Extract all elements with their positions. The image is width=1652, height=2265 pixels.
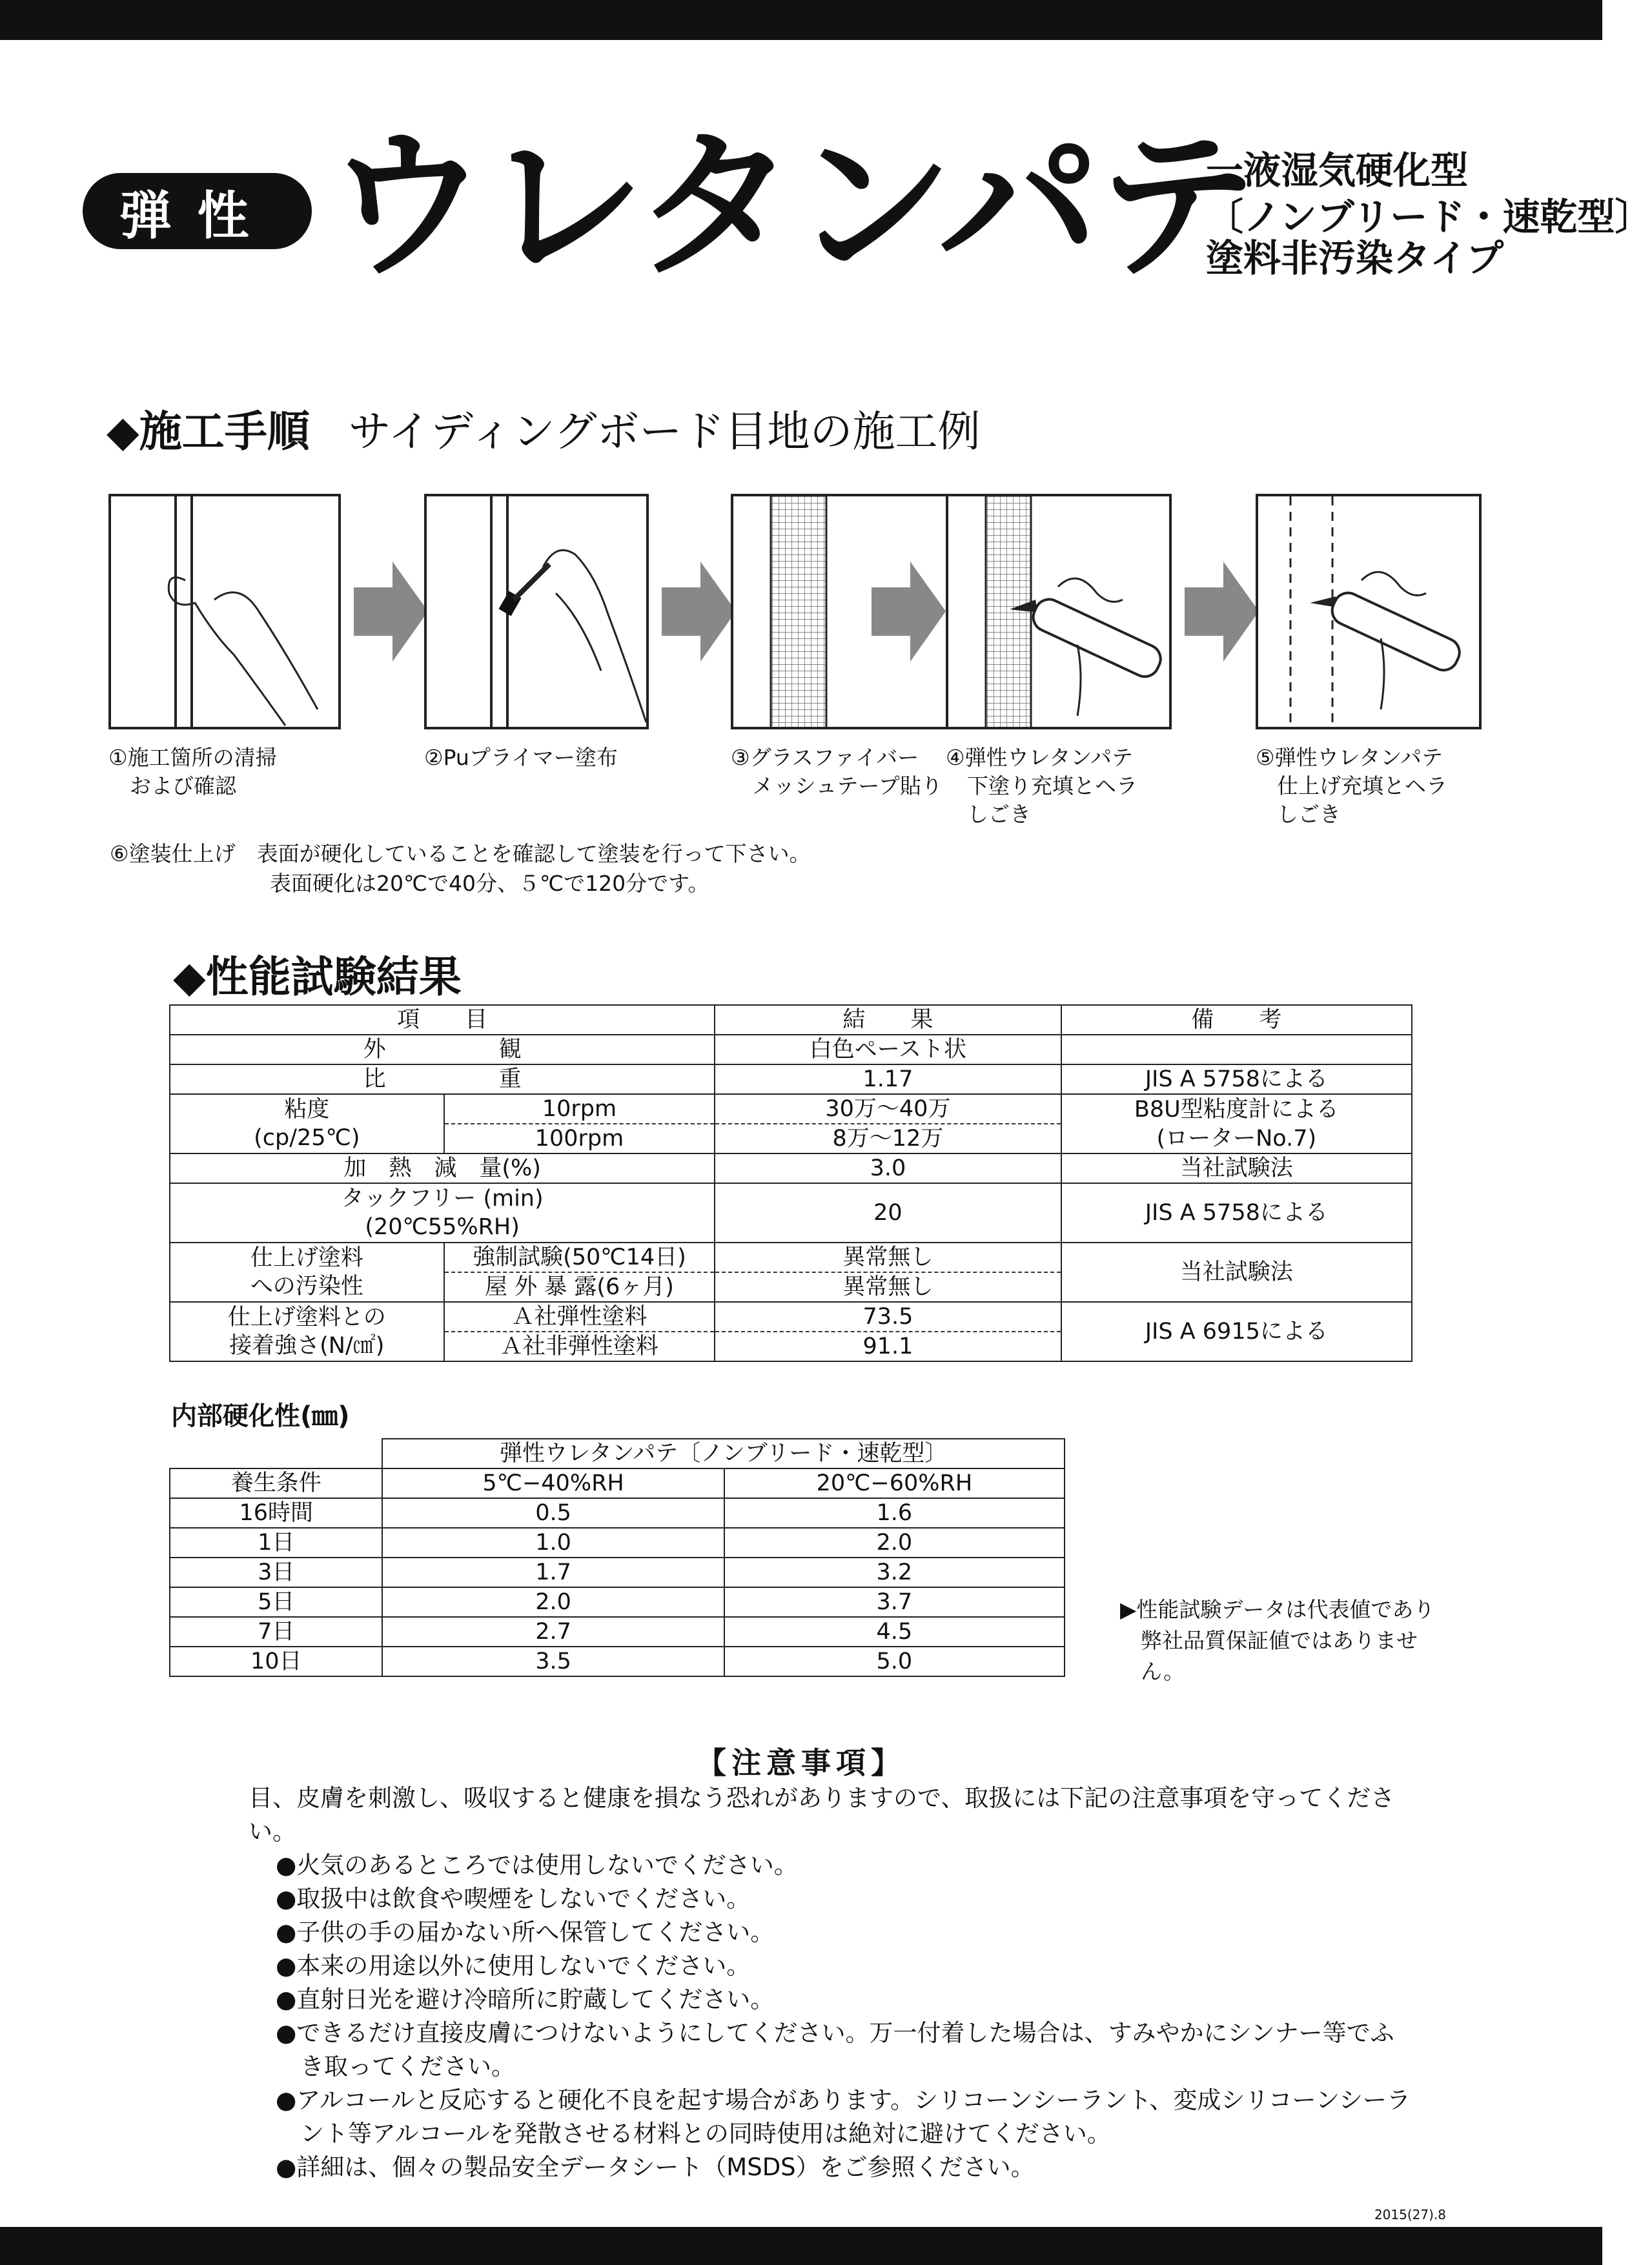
col-note: 備 考	[1061, 1005, 1412, 1035]
table-cell	[170, 1439, 382, 1468]
table-cell: 比 重	[170, 1064, 715, 1094]
table-cell: 1.7	[382, 1558, 724, 1587]
list-item: ●詳細は、個々の製品安全データシート（MSDS）をご参照ください。	[276, 2153, 1035, 2181]
step3-caption: ③グラスファイバー メッシュテープ貼り	[731, 745, 943, 798]
table-cell: 10rpm	[444, 1094, 715, 1124]
table-cell: 5℃−40%RH	[382, 1468, 724, 1498]
table-cell: 20	[715, 1183, 1061, 1243]
arrow-4	[1185, 562, 1259, 662]
table-cell: 2.7	[382, 1617, 724, 1647]
table-cell: 1.6	[724, 1498, 1065, 1528]
table-cell: タックフリー (min) (20℃55%RH)	[170, 1183, 715, 1243]
table-cell: 73.5	[715, 1302, 1061, 1332]
arrow-3	[872, 562, 946, 662]
table-cell: 0.5	[382, 1498, 724, 1528]
table-cell: JIS A 6915による	[1061, 1302, 1412, 1361]
bottom-border	[0, 2227, 1602, 2265]
table-row	[170, 1587, 1065, 1617]
subtitle-nonstain: 塗料非汚染タイプ	[1206, 236, 1504, 280]
table-row	[170, 1498, 1065, 1528]
table-cell: 20℃−60%RH	[724, 1468, 1065, 1498]
subtitle-nonbleed: 〔ノンブリード・速乾型〕	[1206, 195, 1652, 239]
table-cell: 8万〜12万	[715, 1124, 1061, 1153]
step4-caption: ④弾性ウレタンパテ 下塗り充填とヘラ しごき	[946, 745, 1137, 827]
table-cell: 仕上げ塗料との 接着強さ(N/㎠)	[170, 1302, 444, 1361]
table-cell: 5日	[170, 1587, 382, 1617]
table-cell: 10日	[170, 1647, 382, 1676]
list-item: ●子供の手の届かない所へ保管してください。	[276, 1918, 775, 1946]
step2-illustration	[424, 494, 649, 729]
col-item: 項 目	[170, 1005, 715, 1035]
table-cell: 2.0	[724, 1528, 1065, 1558]
hardening-table	[169, 1438, 1065, 1677]
list-item: ●取扱中は飲食や喫煙をしないでください。	[276, 1885, 751, 1913]
table-cell: 当社試験法	[1061, 1243, 1412, 1302]
table-cell: 加 熱 減 量(%)	[170, 1153, 715, 1183]
table-row	[170, 1617, 1065, 1647]
product-title: ウレタンパテ	[326, 112, 1254, 300]
caution-title: 【注意事項】	[697, 1745, 906, 1780]
table-cell: JIS A 5758による	[1061, 1183, 1412, 1243]
table-cell: 1.0	[382, 1528, 724, 1558]
table-cell: 仕上げ塗料 への汚染性	[170, 1243, 444, 1302]
table-cell: 異常無し	[715, 1272, 1061, 1302]
table-cell: 3日	[170, 1558, 382, 1587]
step5-illustration	[1256, 494, 1482, 729]
table-cell: Ａ社非弾性塗料	[444, 1332, 715, 1361]
table-cell: 2.0	[382, 1587, 724, 1617]
list-item: ●アルコールと反応すると硬化不良を起す場合があります。シリコーンシーラント、変成シリコーンシーラント等アルコールを発散させる材料との同時使用は絶対に避けてください。	[276, 2086, 1411, 2148]
table-cell: 強制試験(50℃14日)	[444, 1243, 715, 1272]
performance-heading: ◆性能試験結果	[173, 952, 462, 1002]
caution-body	[249, 1782, 1411, 2184]
table-cell	[1061, 1035, 1412, 1064]
table-cell: 屋 外 暴 露(6ヶ月)	[444, 1272, 715, 1302]
caution-intro: 目、皮膚を刺激し、吸収すると健康を損なう恐れがありますので、取扱には下記の注意事項を守ってください。	[249, 1784, 1395, 1845]
arrow-1	[354, 562, 428, 662]
table-cell: 30万〜40万	[715, 1094, 1061, 1124]
table-row	[170, 1528, 1065, 1558]
subtitle-type: 一液湿気硬化型	[1206, 148, 1469, 192]
list-item: ●本来の用途以外に使用しないでください。	[276, 1952, 751, 1980]
table-cell: 粘度 (cp/25℃)	[170, 1094, 444, 1153]
table-cell: (ローターNo.7)	[1061, 1124, 1412, 1153]
table-cell: 3.2	[724, 1558, 1065, 1587]
data-disclaimer: ▶性能試験データは代表値であり弊社品質保証値ではありません。	[1120, 1597, 1435, 1684]
step6-note: ⑥塗装仕上げ 表面が硬化していることを確認して塗装を行って下さい。 表面硬化は20℃で40分、５℃で120分です。	[110, 841, 811, 896]
step1-illustration	[108, 494, 341, 729]
top-border	[0, 0, 1602, 40]
table-cell: 5.0	[724, 1647, 1065, 1676]
performance-table	[169, 1004, 1412, 1362]
table-row	[170, 1558, 1065, 1587]
step5-caption: ⑤弾性ウレタンパテ 仕上げ充填とヘラ しごき	[1256, 745, 1447, 827]
list-item: ●火気のあるところでは使用しないでください。	[276, 1851, 798, 1879]
list-item: ●直射日光を避け冷暗所に貯蔵してください。	[276, 1986, 775, 2013]
table-cell: 91.1	[715, 1332, 1061, 1361]
table-cell: 外 観	[170, 1035, 715, 1064]
table-cell: 当社試験法	[1061, 1153, 1412, 1183]
step4-illustration	[946, 494, 1172, 729]
table-row	[170, 1647, 1065, 1676]
badge-elastic: 弾性	[83, 173, 312, 249]
hardening-heading: 内部硬化性(㎜)	[171, 1401, 350, 1431]
table-cell: 1.17	[715, 1064, 1061, 1094]
table-cell: 16時間	[170, 1498, 382, 1528]
table-cell: Ａ社弾性塗料	[444, 1302, 715, 1332]
table-cell: 100rpm	[444, 1124, 715, 1153]
step2-caption: ②Puプライマー塗布	[424, 745, 618, 770]
table-cell: 異常無し	[715, 1243, 1061, 1272]
procedure-subheading: サイディングボード目地の施工例	[348, 407, 981, 456]
table-cell: B8U型粘度計による	[1061, 1094, 1412, 1124]
table-cell: 4.5	[724, 1617, 1065, 1647]
table-cell: 養生条件	[170, 1468, 382, 1498]
table-cell: 1日	[170, 1528, 382, 1558]
table-cell: 7日	[170, 1617, 382, 1647]
col-result: 結 果	[715, 1005, 1061, 1035]
table-cell: 3.5	[382, 1647, 724, 1676]
product-header: 弾性ウレタンパテ〔ノンブリード・速乾型〕	[382, 1439, 1065, 1468]
table-cell: 白色ペースト状	[715, 1035, 1061, 1064]
step1-caption: ①施工箇所の清掃 および確認	[108, 745, 277, 798]
arrow-2	[662, 562, 736, 662]
table-cell: 3.0	[715, 1153, 1061, 1183]
table-cell: 3.7	[724, 1587, 1065, 1617]
procedure-heading: ◆施工手順 サイディングボード目地の施工例	[107, 407, 981, 456]
list-item: ●できるだけ直接皮膚につけないようにしてください。万一付着した場合は、すみやかにシンナー等でふき取ってください。	[276, 2019, 1394, 2080]
doc-code: 2015(27).8	[1374, 2207, 1446, 2222]
table-cell: JIS A 5758による	[1061, 1064, 1412, 1094]
